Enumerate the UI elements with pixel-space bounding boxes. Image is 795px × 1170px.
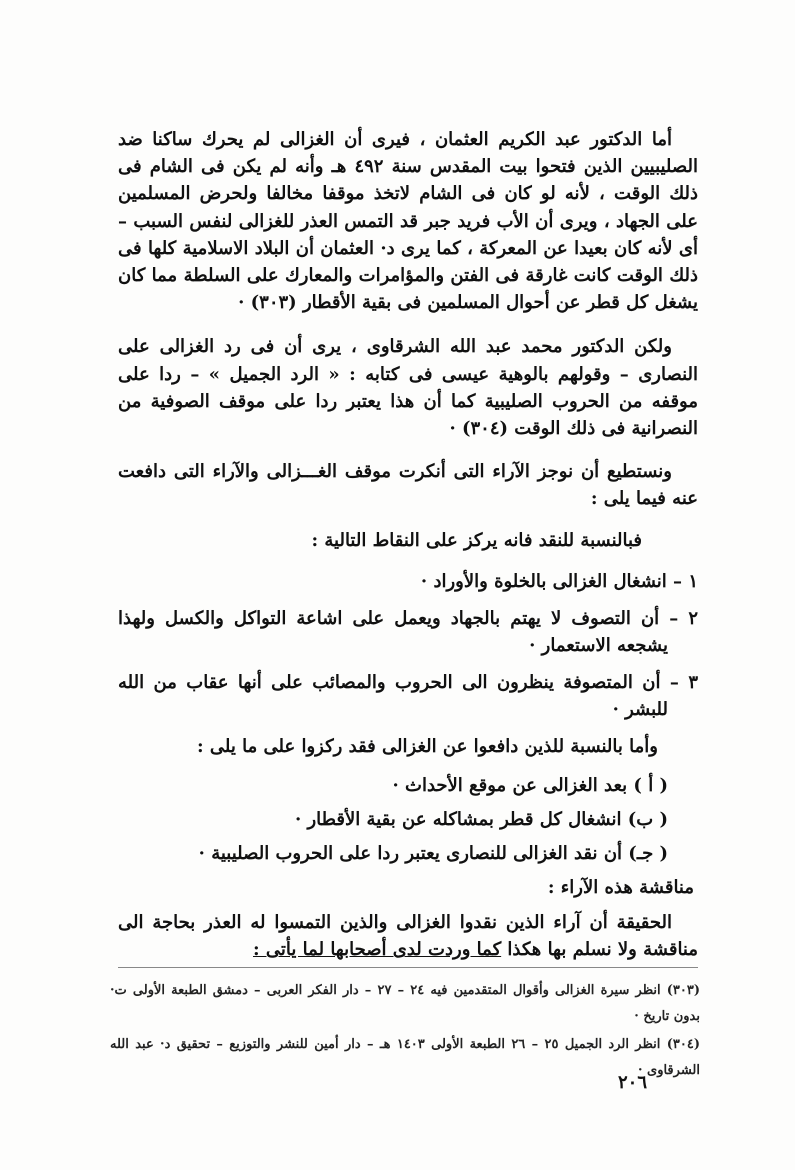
paragraph-2: ولكن الدكتور محمد عبد الله الشرقاوى ، يرى أن فى رد الغزالى على النصارى – وقولهم بالوهية عيسى فى كتابه : « الرد الجميل » – ردا على موقفه من الحروب الصليبية كما أن هذا يعتبر ردا على موقف الصوفية من النصرانية فى ذلك الوقت (٣٠٤) · (118, 336, 698, 440)
paragraph-3: ونستطيع أن نوجز الآراء التى أنكرت موقف الغـــزالى والآراء التى دافعت عنه فيما يلى : (118, 461, 698, 510)
paragraph-6 (118, 909, 698, 963)
paragraph-4: فبالنسبة للنقد فانه يركز على النقاط التالية : (311, 529, 642, 551)
footnote-divider (118, 967, 698, 968)
footnote-303: (٣٠٣) انظر سيرة الغزالى وأقوال المتقدمين فيه ٢٤ – ٢٧ – دار الفكر العربى – دمشق الطبعة الأولى ت· بدون تاريخ · (110, 983, 700, 1024)
defense-point-c: ( جـ) أن نقد الغزالى للنصارى يعتبر ردا على الحروب الصليبية · (198, 843, 668, 865)
main-text (118, 126, 698, 969)
paragraph-6-part-1: الحقيقة أن آراء الذين نقدوا الغزالى والذين التمسوا له العذر بحاجة الى مناقشة ولا نسلم بها هكذا (118, 912, 698, 961)
page-number: ٢٠٦ (618, 1072, 648, 1093)
criticism-point-1: ١ – انشغال الغزالى بالخلوة والأوراد · (420, 570, 698, 592)
defense-point-a: ( أ ) بعد الغزالى عن موقع الأحداث · (392, 775, 668, 797)
footnotes (110, 978, 700, 1086)
criticism-point-3: ٣ – أن المتصوفة ينظرون الى الحروب والمصائب على أنها عقاب من الله للبشر · (118, 671, 698, 720)
section-heading: مناقشة هذه الآراء : (547, 877, 694, 899)
paragraph-5: وأما بالنسبة للذين دافعوا عن الغزالى فقد ركزوا على ما يلى : (196, 735, 658, 757)
paragraph-1: أما الدكتور عبد الكريم العثمان ، فيرى أن الغزالى لم يحرك ساكنا ضد الصليبيين الذين فتحوا بيت المقدس سنة ٤٩٢ هـ وأنه لم يكن فى الشام فى ذلك الوقت ، لأنه لو كان فى الشام لاتخذ موقفا مخالفا ولحرض المسلمين على الجهاد ، ويرى أن الأب فريد جبر قد التمس العذر للغزالى لنفس السبب – أى لأنه كان بعيدا عن المعركة ، كما يرى د· العثمان أن البلاد الاسلامية كلها فى ذلك الوقت كانت غارقة فى الفتن والمؤامرات والمعارك على السلطة مما كان يشغل كل قطر عن أحوال المسلمين فى بقية الأقطار (٣٠٣) · (118, 129, 698, 314)
criticism-point-2: ٢ – أن التصوف لا يهتم بالجهاد ويعمل على اشاعة التواكل والكسل ولهذا يشجعه الاستعمار · (118, 607, 698, 656)
defense-point-b: ( ب) انشغال كل قطر بمشاكله عن بقية الأقطار · (294, 809, 668, 831)
footnote-304: (٣٠٤) انظر الرد الجميل ٢٥ – ٢٦ الطبعة الأولى ١٤٠٣ هـ – دار أمين للنشر والتوزيع – تحقيق د· عبد الله الشرقاوى · (110, 1037, 700, 1078)
paragraph-6-part-2: كما وردت لدى أصحابها لما يأتى : (253, 939, 502, 961)
